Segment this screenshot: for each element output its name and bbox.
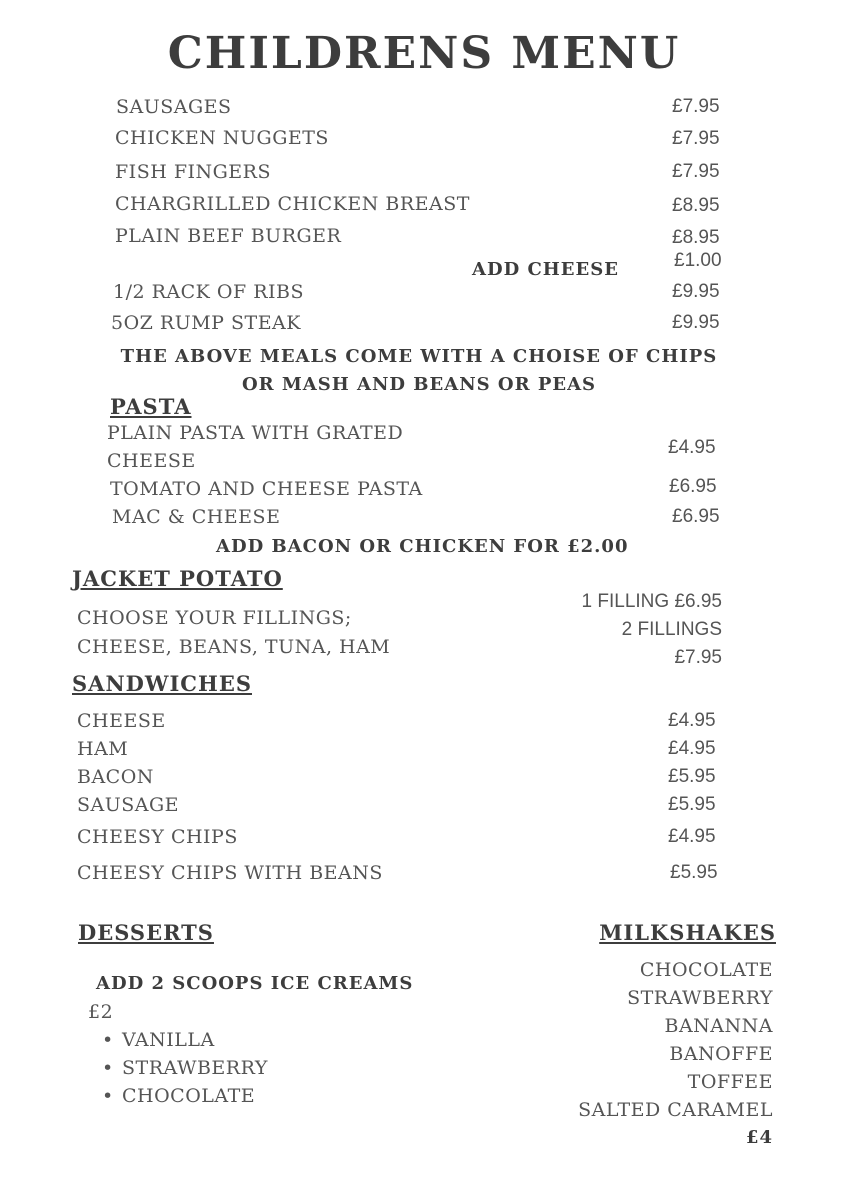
milkshake-flavour: SALTED CARAMEL	[578, 1099, 773, 1121]
menu-item-fish-fingers: FISH FINGERS	[115, 161, 271, 183]
menu-item-tomato-cheese-pasta: TOMATO AND CHEESE PASTA	[110, 478, 423, 500]
menu-item-plain-pasta: PLAIN PASTA WITH GRATED	[107, 422, 404, 444]
jacket-price-3: £7.95	[674, 647, 722, 668]
dessert-flavour: VANILLA	[122, 1029, 215, 1051]
menu-price: £8.95	[672, 227, 720, 248]
dessert-flavour: CHOCOLATE	[122, 1085, 256, 1107]
menu-price: £6.95	[669, 476, 717, 497]
desserts-subheading: ADD 2 SCOOPS ICE CREAMS	[96, 973, 414, 994]
menu-price: £4.95	[668, 437, 716, 458]
jacket-fillings-line1: CHOOSE YOUR FILLINGS;	[77, 607, 352, 629]
sandwich-item: SAUSAGE	[77, 794, 180, 816]
menu-item-rump-steak: 5OZ RUMP STEAK	[111, 312, 301, 334]
menu-price: £5.95	[670, 862, 718, 883]
pasta-heading: PASTA	[110, 394, 192, 419]
menu-item-ribs: 1/2 RACK OF RIBS	[113, 281, 305, 303]
menu-price: £7.95	[672, 96, 720, 117]
add-cheese-label: ADD CHEESE	[472, 259, 619, 280]
menu-title: CHILDRENS MENU	[167, 28, 681, 79]
jacket-potato-heading: JACKET POTATO	[72, 566, 283, 591]
milkshakes-heading: MILKSHAKES	[599, 920, 776, 945]
menu-item-plain-beef-burger: PLAIN BEEF BURGER	[115, 225, 342, 247]
jacket-fillings-line2: CHEESE, BEANS, TUNA, HAM	[77, 636, 391, 658]
menu-price: £4.95	[668, 738, 716, 759]
sandwich-item: CHEESY CHIPS	[77, 826, 238, 848]
menu-price: £7.95	[672, 161, 720, 182]
bullet-icon: •	[102, 1029, 114, 1051]
menu-item-plain-pasta-line2: CHEESE	[107, 450, 196, 472]
mains-note-line2: OR MASH AND BEANS OR PEAS	[241, 374, 597, 395]
sandwiches-heading: SANDWICHES	[72, 671, 252, 696]
menu-item-chargrilled-chicken: CHARGRILLED CHICKEN BREAST	[115, 193, 470, 215]
sandwich-item: CHEESE	[77, 710, 166, 732]
menu-price: £4.95	[668, 710, 716, 731]
pasta-note: ADD BACON OR CHICKEN FOR £2.00	[216, 536, 629, 557]
menu-item-chicken-nuggets: CHICKEN NUGGETS	[115, 127, 329, 149]
jacket-price-1: 1 FILLING £6.95	[581, 591, 722, 612]
menu-item-sausages: SAUSAGES	[116, 96, 232, 118]
bullet-icon: •	[102, 1085, 114, 1107]
milkshake-flavour: TOFFEE	[687, 1071, 773, 1093]
milkshake-flavour: CHOCOLATE	[639, 959, 773, 981]
milkshake-flavour: STRAWBERRY	[627, 987, 773, 1009]
sandwich-item: CHEESY CHIPS WITH BEANS	[77, 862, 383, 884]
menu-price: £7.95	[672, 128, 720, 149]
milkshake-flavour: BANANNA	[664, 1015, 773, 1037]
bullet-icon: •	[102, 1057, 114, 1079]
menu-item-mac-cheese: MAC & CHEESE	[112, 506, 281, 528]
menu-price: £5.95	[668, 766, 716, 787]
menu-price: £6.95	[672, 506, 720, 527]
menu-price: £9.95	[672, 312, 720, 333]
dessert-flavour: STRAWBERRY	[122, 1057, 268, 1079]
menu-price: £9.95	[672, 281, 720, 302]
menu-price: £8.95	[672, 195, 720, 216]
sandwich-item: BACON	[77, 766, 154, 788]
desserts-heading: DESSERTS	[78, 920, 214, 945]
milkshake-flavour: BANOFFE	[669, 1043, 773, 1065]
mains-note-line1: THE ABOVE MEALS COME WITH A CHOISE OF CHIPS	[120, 346, 718, 367]
menu-price: £5.95	[668, 794, 716, 815]
sandwich-item: HAM	[77, 738, 129, 760]
milkshakes-price: £4	[745, 1127, 773, 1148]
desserts-price: £2	[88, 1001, 114, 1023]
menu-price: £4.95	[668, 826, 716, 847]
add-cheese-price: £1.00	[674, 250, 722, 271]
jacket-price-2: 2 FILLINGS	[621, 619, 722, 640]
